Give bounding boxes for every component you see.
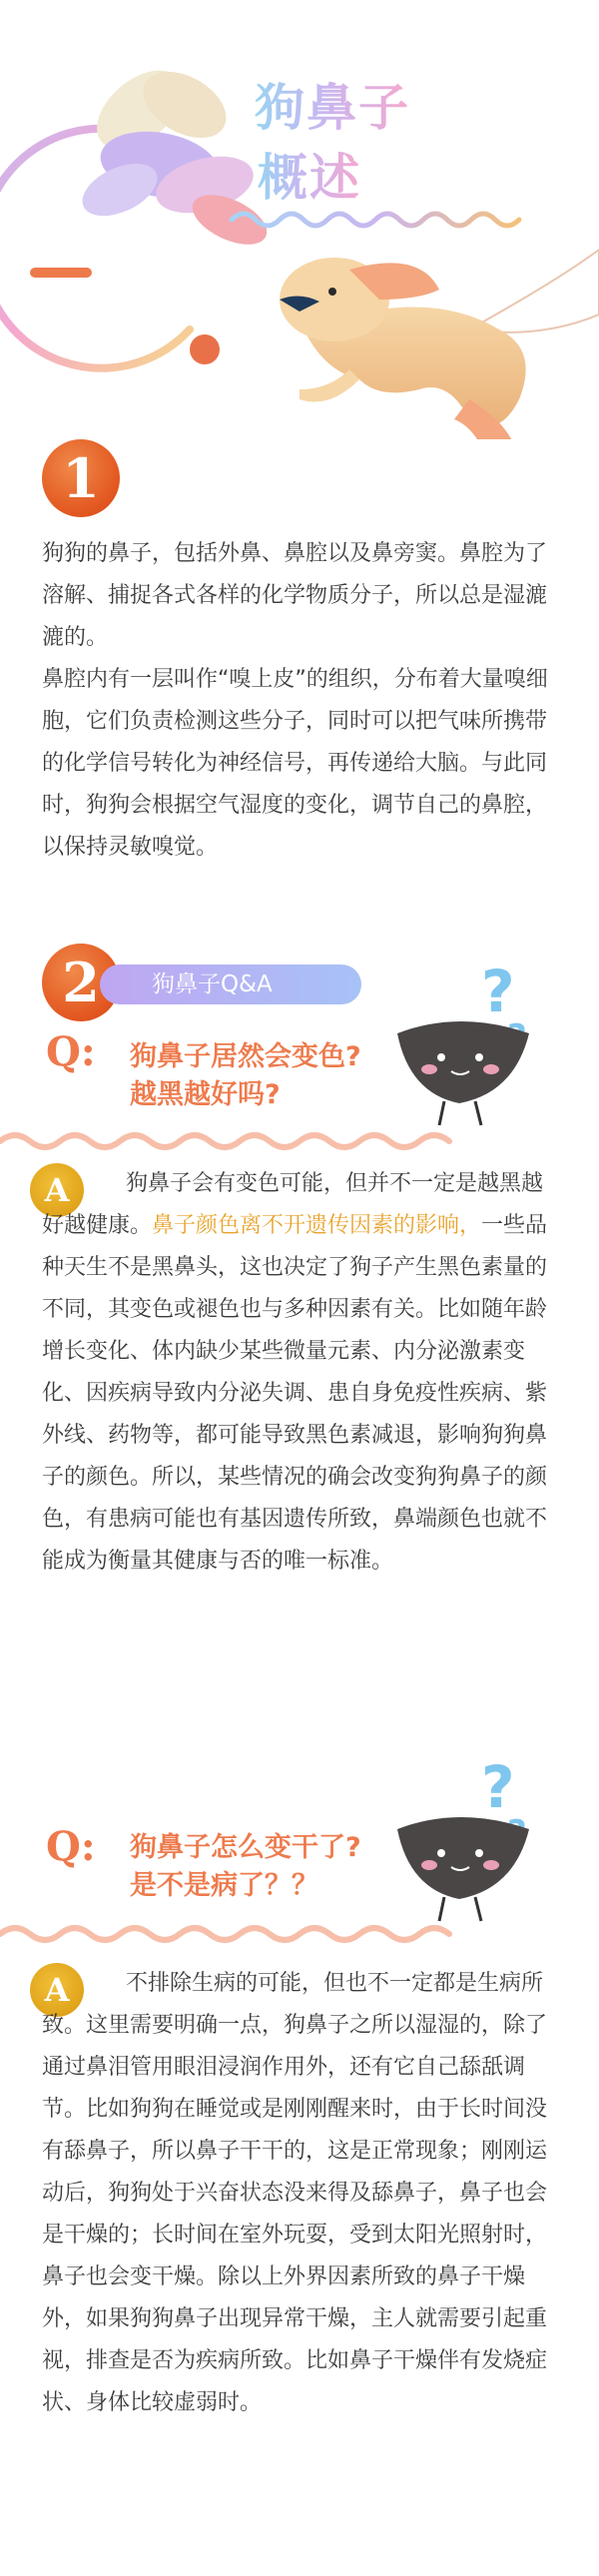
answer-badge: A xyxy=(30,1963,84,2017)
decor-dash xyxy=(30,268,92,278)
answer-text xyxy=(42,1163,561,1583)
divider-wave xyxy=(0,1919,599,1949)
question-line: 狗鼻子怎么变干了? xyxy=(130,1832,361,1863)
question-line: 狗鼻子居然会变色? xyxy=(130,1041,361,1072)
answer-text-part: 一些品种天生不是黑鼻头，这也决定了狗子产生黑色素量的不同，其变色或褪色也与多种因素有关。比如随年龄增长变化、体内缺少某些微量元素、内分泌激素变化、因疾病导致内分泌失调、患自身免疫性疾病、紫外线、药物等，都可能导致黑色素减退，影响狗狗鼻子的颜色。所以，某些情况的确会改变狗狗鼻子的颜色，有患病可能也有基因遗传所致，鼻端颜色也就不能成为衡量其健康与否的唯一标准。 xyxy=(42,1213,548,1574)
page-title-line2: 概述 xyxy=(258,138,361,210)
decor-wave xyxy=(232,214,519,226)
nose-mascot-icon xyxy=(389,1749,539,1929)
flower-icon xyxy=(74,55,274,255)
page-title-line1: 狗鼻子 xyxy=(255,68,410,140)
section1-paragraph: 鼻腔内有一层叫作“嗅上皮”的组织，分布着大量嗅细胞，它们负责检测这些分子，同时可以把气味所携带的化学信号转化为神经信号，再传递给大脑。与此同时，狗狗会根据空气湿度的变化，调节自己的鼻腔，以保持灵敏嗅觉。 xyxy=(42,667,548,860)
qa-banner: 狗鼻子Q&A xyxy=(100,965,361,1004)
frisbee-icon xyxy=(469,250,599,332)
answer-text-part: 狗鼻子会有变色可能，但并不一定是越黑越好越健康。 xyxy=(42,1171,544,1238)
question-line: 越黑越好吗? xyxy=(130,1079,281,1110)
question-text xyxy=(130,1038,361,1114)
section-number-badge: 2 xyxy=(42,944,120,1021)
question-label: Q: xyxy=(46,1028,96,1075)
header-illustration xyxy=(0,0,599,439)
question-mark-icon: ? xyxy=(481,1753,515,1821)
dog-icon xyxy=(280,258,526,439)
section-number-badge: 1 xyxy=(42,439,120,517)
answer-highlight: 鼻子颜色离不开遗传因素的影响， xyxy=(152,1213,482,1238)
nose-mascot-icon xyxy=(389,954,539,1133)
question-text xyxy=(130,1829,361,1905)
question-line: 是不是病了？？ xyxy=(130,1870,318,1901)
ball-icon xyxy=(190,334,220,364)
answer-text: 不排除生病的可能，但也不一定都是生病所致。这里需要明确一点，狗鼻子之所以湿湿的，除了通过鼻泪管用眼泪浸润作用外，还有它自己舔舐调节。比如狗狗在睡觉或是刚刚醒来时，由于长时间没有舔鼻子，所以鼻子干干的，这是正常现象；刚刚运动后，狗狗处于兴奋状态没来得及舔鼻子，鼻子也会是干燥的；长时间在室外玩耍，受到太阳光照射时，鼻子也会变干燥。除以上外界因素所致的鼻子干燥外，如果狗狗鼻子出现异常干燥，主人就需要引起重视，排查是否为疾病所致。比如鼻子干燥伴有发烧症状、身体比较虚弱时。 xyxy=(42,1971,548,2415)
section1-paragraph: 狗狗的鼻子，包括外鼻、鼻腔以及鼻旁窦。鼻腔为了溶解、捕捉各式各样的化学物质分子，所以总是湿漉漉的。 xyxy=(42,541,548,650)
divider-wave xyxy=(0,1126,599,1156)
answer-badge: A xyxy=(30,1163,84,1217)
question-mark-icon: ? xyxy=(481,958,515,1025)
question-label: Q: xyxy=(46,1823,96,1870)
section1-body xyxy=(42,533,563,869)
header-art xyxy=(0,0,599,439)
